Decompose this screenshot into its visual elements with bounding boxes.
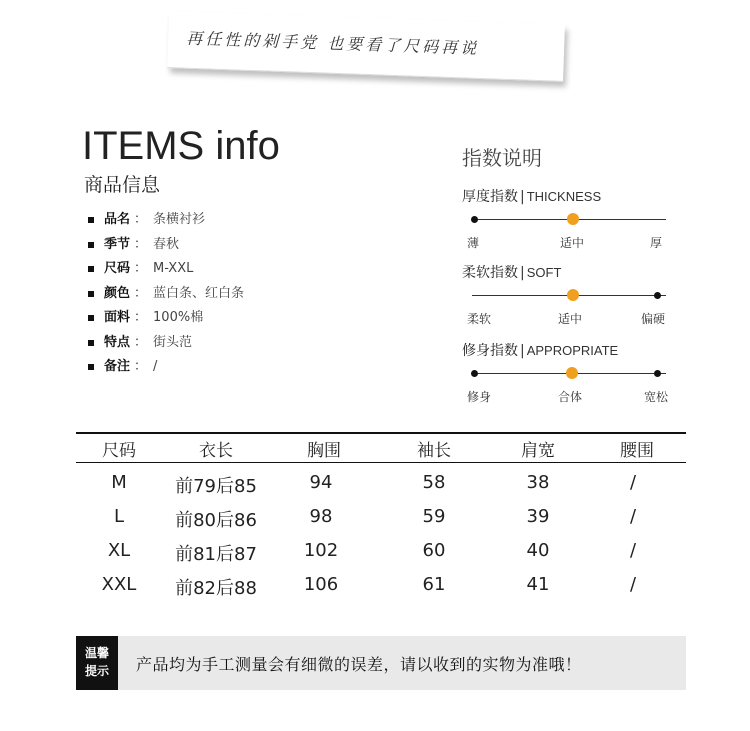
- table-cell: 61: [422, 574, 446, 595]
- slider-knob: [567, 213, 579, 225]
- spec-value: 蓝白条、红白条: [153, 285, 245, 301]
- spec-key: 季节: [104, 236, 131, 252]
- table-cell: 前82后88: [175, 578, 257, 599]
- spec-item: [88, 331, 244, 356]
- table-top-rule: [76, 432, 686, 434]
- badge-line: 提示: [84, 664, 109, 678]
- scale-label-mid: 适中: [560, 236, 585, 250]
- table-row: [76, 506, 686, 538]
- table-cell: 59: [422, 506, 446, 527]
- scale-label-right: 厚: [650, 236, 663, 250]
- page-title-en: ITEMS info: [82, 124, 280, 168]
- index-scale: [462, 388, 672, 404]
- banner-text: 再任性的剁手党 也要看了尺码再说: [185, 28, 480, 58]
- spec-value: M-XXL: [153, 261, 194, 277]
- table-cell: /: [629, 540, 637, 561]
- index-slider: [462, 212, 666, 228]
- table-row: [76, 472, 686, 504]
- table-cell: /: [629, 506, 637, 527]
- table-cell: 106: [303, 574, 339, 595]
- table-cell: /: [629, 574, 637, 595]
- table-cell: 94: [309, 472, 333, 493]
- column-header: 胸围: [307, 441, 341, 461]
- bullet-icon: [88, 315, 94, 321]
- spec-value: 街头范: [153, 334, 193, 350]
- table-cell: 41: [526, 574, 550, 595]
- slider-knob: [566, 367, 578, 379]
- spec-separator: ：: [134, 334, 148, 350]
- thickness-index: [462, 186, 682, 250]
- table-cell: M: [111, 472, 127, 493]
- table-cell: 38: [526, 472, 550, 493]
- bullet-icon: [88, 291, 94, 297]
- index-label-en: THICKNESS: [526, 189, 602, 204]
- index-label-cn: 修身指数: [462, 343, 518, 359]
- spec-item: [88, 355, 244, 380]
- spec-list: [88, 208, 244, 380]
- table-cell: L: [113, 506, 125, 527]
- spec-key: 特点: [104, 334, 131, 350]
- index-label-cn: 厚度指数: [462, 189, 518, 205]
- softness-index: [462, 262, 682, 326]
- table-cell: 102: [303, 540, 339, 561]
- bullet-icon: [88, 266, 94, 272]
- notice-message: 产品均为手工测量会有细微的误差，请以收到的实物为准哦！: [136, 655, 582, 674]
- spec-key: 尺码: [104, 261, 131, 277]
- table-cell: /: [629, 472, 637, 493]
- table-cell: 60: [422, 540, 446, 561]
- bullet-icon: [88, 217, 94, 223]
- spec-item: [88, 282, 244, 307]
- index-heading: [462, 340, 682, 360]
- table-cell: 98: [309, 506, 333, 527]
- spec-key: 备注: [104, 359, 131, 375]
- spec-separator: ：: [134, 261, 148, 277]
- table-header-rule: [76, 462, 686, 463]
- table-cell: 39: [526, 506, 550, 527]
- column-header: 肩宽: [521, 441, 555, 461]
- bullet-icon: [88, 242, 94, 248]
- spec-key: 品名: [104, 212, 131, 228]
- scale-label-left: 薄: [467, 236, 480, 250]
- scale-label-right: 偏硬: [641, 312, 666, 326]
- spec-key: 面料: [104, 310, 131, 326]
- index-slider: [462, 366, 666, 382]
- index-scale: [462, 310, 672, 326]
- scale-label-mid: 合体: [558, 390, 583, 404]
- spec-key: 颜色: [104, 285, 131, 301]
- bullet-icon: [88, 340, 94, 346]
- table-cell: 前81后87: [175, 544, 257, 565]
- table-cell: 前80后86: [175, 510, 257, 531]
- table-cell: XL: [107, 540, 131, 561]
- scale-label-left: 柔软: [467, 312, 492, 326]
- spec-item: [88, 233, 244, 258]
- table-cell: 前79后85: [175, 476, 257, 497]
- warm-tip-notice: [76, 636, 686, 690]
- index-label-en: SOFT: [526, 265, 562, 280]
- spec-item: [88, 306, 244, 331]
- index-label-cn: 柔软指数: [462, 265, 518, 281]
- index-scale: [462, 234, 672, 250]
- index-heading: [462, 186, 682, 206]
- table-row: [76, 540, 686, 572]
- table-cell: XXL: [101, 574, 137, 595]
- spec-value: 春秋: [153, 236, 180, 252]
- badge-line: 温馨: [84, 646, 109, 660]
- fit-index: [462, 340, 682, 404]
- index-slider: [462, 288, 666, 304]
- scale-label-mid: 适中: [558, 312, 583, 326]
- column-header: 袖长: [417, 441, 451, 461]
- index-heading: [462, 262, 682, 282]
- notice-badge: [76, 636, 118, 690]
- column-header: 尺码: [102, 441, 136, 461]
- spec-item: [88, 208, 244, 233]
- bullet-icon: [88, 364, 94, 370]
- spec-value: /: [153, 359, 158, 375]
- table-cell: 40: [526, 540, 550, 561]
- spec-separator: ：: [134, 212, 148, 228]
- column-header: 腰围: [620, 441, 654, 461]
- spec-value: 条横衬衫: [153, 212, 206, 228]
- page-title-cn: 商品信息: [84, 174, 161, 196]
- spec-separator: ：: [134, 310, 148, 326]
- size-table-header: [76, 436, 686, 468]
- slider-end-dot: [471, 216, 478, 223]
- table-row: [76, 574, 686, 606]
- divider: |: [520, 343, 525, 359]
- scale-label-left: 修身: [467, 390, 492, 404]
- spec-separator: ：: [134, 236, 148, 252]
- slider-end-dot: [471, 370, 478, 377]
- divider: |: [520, 265, 525, 281]
- handwritten-banner: [167, 11, 569, 89]
- divider: |: [520, 189, 525, 205]
- slider-knob: [567, 289, 579, 301]
- index-label-en: APPROPRIATE: [526, 343, 619, 358]
- spec-separator: ：: [134, 285, 148, 301]
- spec-item: [88, 257, 244, 282]
- column-header: 衣长: [199, 441, 233, 461]
- slider-end-dot: [654, 292, 661, 299]
- slider-end-dot: [654, 370, 661, 377]
- table-cell: 58: [422, 472, 446, 493]
- scale-label-right: 宽松: [644, 390, 669, 404]
- spec-value: 100%棉: [153, 310, 204, 326]
- spec-separator: ：: [134, 359, 148, 375]
- index-title: 指数说明: [462, 146, 542, 170]
